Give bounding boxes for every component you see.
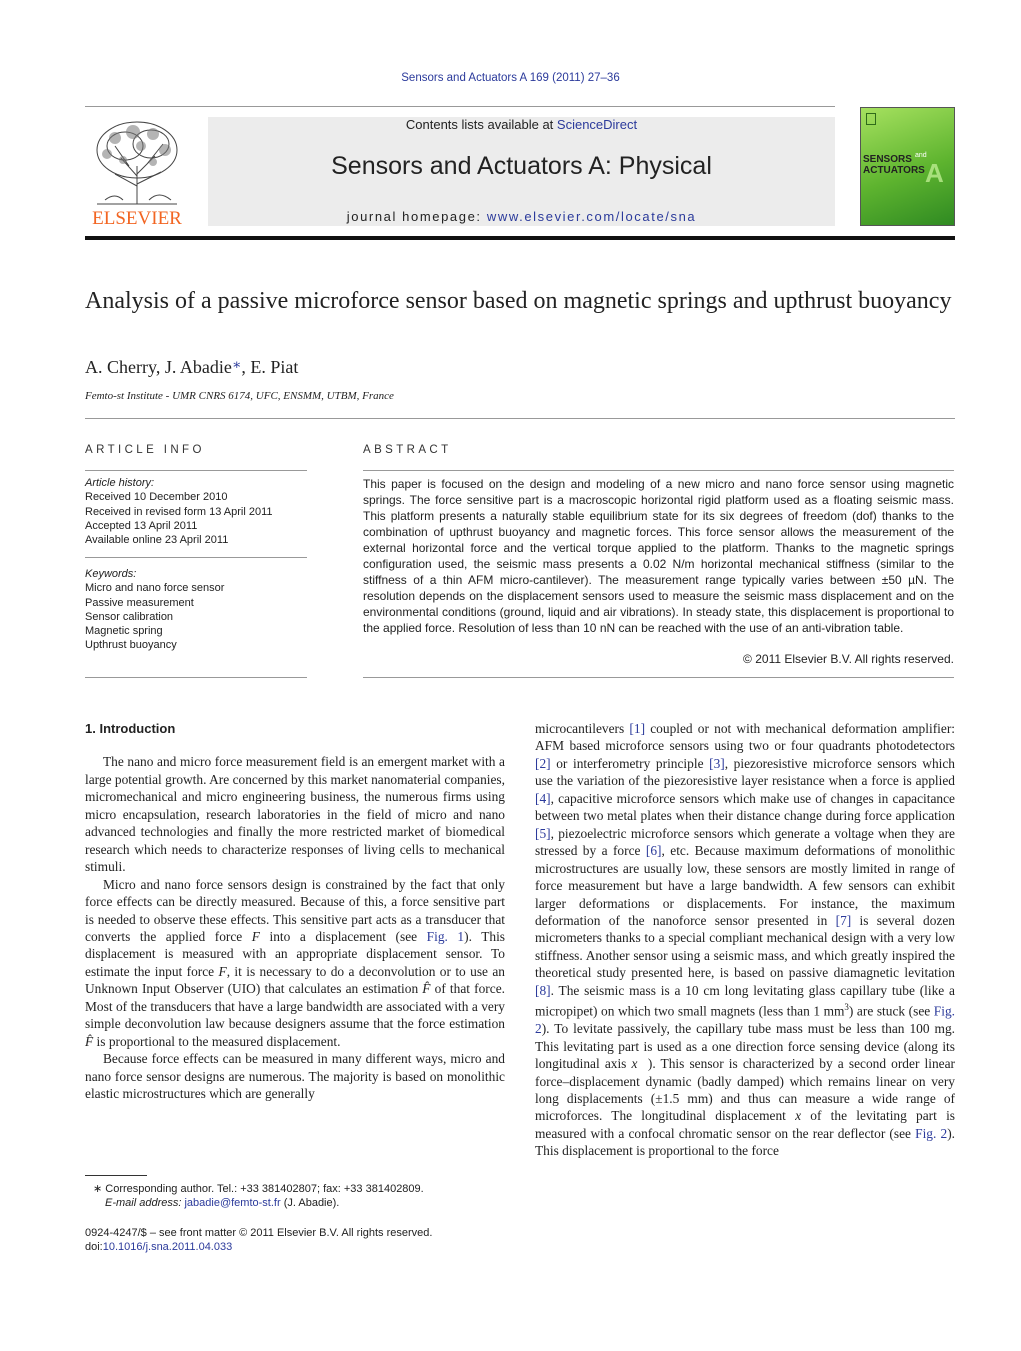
abstract-heading: ABSTRACT [363,444,452,456]
history-accepted: Accepted 13 April 2011 [85,519,198,532]
sciencedirect-link[interactable]: ScienceDirect [556,117,638,132]
affiliation-rule [85,418,955,419]
keywords-rule [85,677,307,678]
history-label: Article history: [85,477,155,489]
authors-rest: , E. Piat [241,357,299,377]
left-column [85,720,505,1103]
fig2-link[interactable]: Fig. 2 [915,1125,948,1141]
keyword-item: Magnetic spring [85,625,163,638]
history-online: Available online 23 April 2011 [85,534,229,547]
journal-title: Sensors and Actuators A: Physical [331,152,712,180]
doi-link[interactable]: 10.1016/j.sna.2011.04.033 [102,1241,233,1253]
article-info-rule [85,470,307,471]
keywords [85,567,307,653]
keyword-item: Passive measurement [85,596,194,609]
fig1-link[interactable]: Fig. 1 [426,928,465,944]
keywords-label: Keywords: [85,568,137,580]
history-rule [85,557,307,558]
email-link[interactable]: jabadie@femto-st.fr [184,1197,281,1209]
journal-citation[interactable]: Sensors and Actuators A 169 (2011) 27–36 [401,72,620,84]
article-history [85,476,307,547]
abstract-copyright: © 2011 Elsevier B.V. All rights reserved. [743,652,954,666]
homepage-link[interactable]: www.elsevier.com/locate/sna [486,209,697,224]
right-column [535,720,955,1160]
header-rule [85,106,835,107]
email-label: E-mail address: [105,1197,185,1209]
issn-note [85,1226,432,1254]
keyword-item: Micro and nano force sensor [85,582,225,595]
fig2-link[interactable]: Fig. 2 [535,1003,955,1037]
article-title: Analysis of a passive microforce sensor based on magnetic springs and upthrust buoyancy [85,288,952,314]
homepage-prefix: journal homepage: [346,209,487,224]
ref-1-link[interactable]: [1] [629,721,646,736]
ref-5-link[interactable]: [5] [535,825,551,841]
corresponding-author-contact: ∗ Corresponding author. Tel.: +33 381402807; fax: +33 381402809. [93,1183,424,1195]
affiliation: Femto-st Institute - UMR CNRS 6174, UFC, ENSMM, UTBM, France [85,390,394,402]
ref-6-link[interactable]: [6] [645,843,662,859]
intro-paragraph-2: Micro and nano force sensors design is constrained by the fact that only force effects can be directly measured. Because of this, a force sensitive part is needed to observe these effects. This sensitive part acts as a transducer that converts the applied force F into a displacement (see Fig. 1). This displacement is measured with an appropriate displacement sensor. To estimate the input force F, it is necessary to do a deconvolution or to use an Unknown Input Observer (UIO) that calculates an estimation F̂ of that force. Most of the transducers that have a large bandwidth are associated with a very simple deconvolution law because designers assume that the force estimation F̂ is proportional to the measured displacement. [85,876,506,1049]
history-revised: Received in revised form 13 April 2011 [85,505,273,518]
header-thick-rule [85,236,955,240]
section-heading-introduction: 1. Introduction [85,721,176,736]
ref-4-link[interactable]: [4] [535,790,551,806]
ref-2-link[interactable]: [2] [535,755,551,771]
doi-label: doi: [85,1241,103,1253]
cover-mini-icon [866,113,876,125]
contents-prefix: Contents lists available at [405,117,557,132]
abstract-text: This paper is focused on the design and modeling of a new micro and nano force sensor using magnetic springs. The force sensitive part is a macroscopic horizontal rigid platform used as a floating seismic mass. This platform presents a naturally stable equilibrium state for its six degrees of freedom (dof) thanks to the combination of upthrust buoyancy and magnetic forces. This force sensor allows the measurement of the external horizontal force and the vertical torque applied to the platform. Thanks to the magnetic springs configuration used, the seismic mass presents a 0.02 N/m horizontal mechanical stiffness (similar to the stiffness of a thin AFM micro-cantilever). The measurement range typically varies between ±50 µN. The resolution depends on the displacement sensors used to measure the seismic mass displacement and on the environmental conditions (ground, liquid and air vibrations). In steady state, this displacement is proportional to the applied force. Resolution of less than 10 nN can be reached with the use of an anti-vibration table. [363,477,954,635]
intro-paragraph-3: Because force effects can be measured in many different ways, micro and nano force sensor designs are numerous. The majority is based on monolithic elastic microstructures which are generally [85,1051,505,1102]
history-received: Received 10 December 2010 [85,491,228,504]
keyword-item: Upthrust buoyancy [85,639,177,652]
authors-main: A. Cherry, J. Abadie [85,357,232,377]
corresponding-author-note [93,1182,424,1210]
cover-letter: A [925,158,944,188]
contents-line [208,117,835,132]
abstract-rule [363,470,954,471]
intro-paragraph-1: The nano and micro force measurement field is an emergent market with a large potential growth. Are concerned by this market nanomaterial companies, micromechanical and micro engineering business, the numerous firms using micro encapsulation, research laboratories in the field of micro and nano advanced technologies and finally the more restricted market of biomedical research which needs to characterize responses of living cells to mechanical stimuli. [85,754,505,875]
issn-line: 0924-4247/$ – see front matter © 2011 Elsevier B.V. All rights reserved. [85,1227,433,1239]
article-authors [85,357,298,378]
intro-paragraph-3-cont: microcantilevers [1] coupled or not with mechanical deformation amplifier: AFM based microforce sensors using two or four quadrants photodetectors [2] or interferometry principle [3], piezoresistive microforce sensors which use the variation of the piezoresistive layer resistance when a force is applied [4], capacitive microforce sensors which make use of changes in capacitance between two metal plates when their distance change during force application [5], piezoelectric microforce sensors which generate a voltage when they are stressed by a force [6], etc. Because maximum deformations of monolithic microstructures are usually low, these sensors are mostly limited in range of force measurement but have a large bandwidth. A few sensors can exhibit larger deformations or displacements. For instance, the maximum deformation of the nanoforce sensor presented in [7] is several dozen micrometers thanks to a special compliant mechanical design with a very low stiffness. Another sensor using a seismic mass, and which greatly inspired the theoretical study presented here, is based on passive diamagnetic levitation [8]. The seismic mass is a 10 cm long levitating glass capillary tube (like a micropipet) on which two small magnets (less than 1 $mm^3$) are stuck (see Fig. 2). To levitate passively, the capillary tube mass must be less than 100 mg. This levitating part is used as a one direction force sensing device (along its longitudinal axis x⃗). This sensor is characterized by a second order linear force–displacement dynamic (badly damped) which remains linear on very long displacements (±1.5 mm) and thus can measure a wide range of microforces. The longitudinal displacement x of the levitating part is measured with a confocal chromatic sensor on the rear deflector (see Fig. 2). This displacement is proportional to the force [535,721,956,1159]
corresponding-author-mark[interactable]: ∗ [231,358,242,373]
article-info-heading: ARTICLE INFO [85,444,205,456]
elsevier-tree-icon [85,116,190,228]
footnote-rule [85,1175,147,1176]
ref-7-link[interactable]: [7] [835,912,852,928]
keyword-item: Sensor calibration [85,610,174,623]
svg-text:ELSEVIER: ELSEVIER [92,208,182,228]
journal-homepage [208,209,835,224]
abstract-bottom-rule [363,677,954,678]
cover-and: and [915,152,927,159]
ref-8-link[interactable]: [8] [535,982,551,998]
cover-line2: ACTUATORS [863,165,925,176]
cover-line1: SENSORS [863,154,912,165]
email-after: (J. Abadie). [280,1197,340,1209]
ref-3-link[interactable]: [3] [709,755,725,771]
elsevier-logo[interactable] [85,116,190,228]
